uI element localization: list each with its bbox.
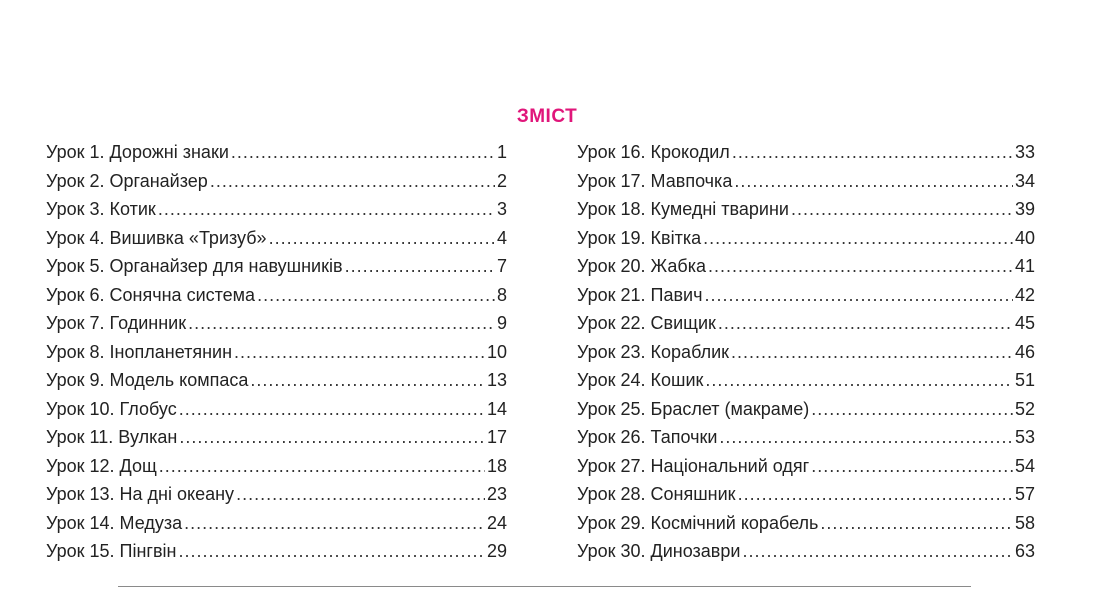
toc-entry-page-number: 53 <box>1014 427 1035 447</box>
toc-column-right <box>577 138 1035 566</box>
toc-dot-leader <box>731 338 1013 367</box>
toc-dot-leader <box>738 480 1013 509</box>
toc-entry-label: Урок 3. Котик <box>46 199 156 219</box>
toc-entry-page-number: 2 <box>496 170 507 191</box>
toc-entry <box>577 252 1035 281</box>
toc-dot-leader <box>231 138 495 167</box>
toc-entry-label: Урок 23. Кораблик <box>577 341 729 362</box>
toc-dot-leader <box>179 537 485 566</box>
toc-entry-page-number: 29 <box>486 541 507 561</box>
toc-entry <box>46 366 507 395</box>
toc-entry-page-number: 4 <box>496 227 507 248</box>
toc-entry-label: Урок 7. Годинник <box>46 313 187 333</box>
toc-dot-leader <box>820 509 1013 538</box>
toc-entry-page-number: 13 <box>486 370 507 390</box>
toc-dot-leader <box>791 195 1013 224</box>
toc-column-left <box>46 138 507 566</box>
toc-entry <box>46 167 507 196</box>
toc-dot-leader <box>250 366 485 395</box>
toc-entry-label: Урок 4. Вишивка «Тризуб» <box>46 227 267 248</box>
toc-entry-page-number: 39 <box>1014 199 1035 219</box>
toc-entry-label: Урок 17. Мавпочка <box>577 170 733 191</box>
toc-dot-leader <box>257 281 495 310</box>
toc-entry <box>577 423 1035 452</box>
toc-entry-page-number: 58 <box>1014 512 1035 533</box>
toc-entry <box>577 281 1035 310</box>
toc-entry-label: Урок 12. Дощ <box>46 455 157 476</box>
toc-dot-leader <box>708 252 1013 281</box>
toc-dot-leader <box>179 423 485 452</box>
toc-entry-label: Урок 14. Медуза <box>46 512 183 533</box>
toc-entry-label: Урок 10. Глобус <box>46 398 177 419</box>
toc-dot-leader <box>234 338 485 367</box>
toc-dot-leader <box>159 452 485 481</box>
toc-entry-page-number: 14 <box>486 398 507 419</box>
toc-entry-page-number: 10 <box>486 341 507 362</box>
toc-dot-leader <box>345 252 495 281</box>
toc-entry-label: Урок 29. Космічний корабель <box>577 512 819 533</box>
toc-dot-leader <box>732 138 1013 167</box>
toc-entry <box>46 338 507 367</box>
toc-entry <box>577 366 1035 395</box>
toc-entry-label: Урок 20. Жабка <box>577 256 706 276</box>
toc-entry-label: Урок 26. Тапочки <box>577 427 718 447</box>
toc-entry-label: Урок 21. Павич <box>577 284 703 305</box>
toc-dot-leader <box>742 537 1013 566</box>
toc-dot-leader <box>811 395 1013 424</box>
toc-entry-page-number: 45 <box>1014 313 1035 333</box>
toc-entry-page-number: 24 <box>486 512 507 533</box>
toc-entry-page-number: 17 <box>486 427 507 447</box>
toc-entry-page-number: 1 <box>496 142 507 162</box>
toc-entry <box>46 452 507 481</box>
toc-entry <box>46 309 507 338</box>
toc-entry <box>46 537 507 566</box>
toc-entry-page-number: 42 <box>1014 284 1035 305</box>
toc-entry-page-number: 57 <box>1014 484 1035 504</box>
toc-entry-page-number: 3 <box>496 199 507 219</box>
toc-dot-leader <box>210 167 495 196</box>
toc-dot-leader <box>705 281 1013 310</box>
toc-entry-label: Урок 2. Органайзер <box>46 170 208 191</box>
toc-entry <box>577 537 1035 566</box>
toc-dot-leader <box>158 195 495 224</box>
toc-entry-label: Урок 24. Кошик <box>577 370 704 390</box>
toc-dot-leader <box>811 452 1013 481</box>
toc-entry-label: Урок 27. Національний одяг <box>577 455 810 476</box>
toc-entry-page-number: 34 <box>1014 170 1035 191</box>
toc-entry-page-number: 23 <box>486 484 507 504</box>
toc-entry <box>46 252 507 281</box>
toc-entry <box>46 395 507 424</box>
toc-dot-leader <box>734 167 1013 196</box>
toc-entry <box>46 138 507 167</box>
toc-entry <box>577 195 1035 224</box>
toc-entry <box>577 138 1035 167</box>
toc-entry-label: Урок 8. Інопланетянин <box>46 341 233 362</box>
page-title: ЗМІСТ <box>516 106 578 127</box>
toc-entry-page-number: 46 <box>1014 341 1035 362</box>
toc-entry-page-number: 40 <box>1014 227 1035 248</box>
toc-entry-page-number: 18 <box>486 455 507 476</box>
toc-entry <box>577 395 1035 424</box>
toc-entry <box>46 224 507 253</box>
toc-entry-label: Урок 11. Вулкан <box>46 427 178 447</box>
toc-entry-label: Урок 5. Органайзер для навушників <box>46 256 343 276</box>
toc-entry <box>46 423 507 452</box>
toc-entry-page-number: 52 <box>1014 398 1035 419</box>
toc-entry-page-number: 8 <box>496 284 507 305</box>
toc-entry-page-number: 7 <box>496 256 507 276</box>
toc-entry <box>46 480 507 509</box>
toc-entry <box>46 509 507 538</box>
toc-entry-label: Урок 30. Динозаври <box>577 541 741 561</box>
toc-entry-label: Урок 9. Модель компаса <box>46 370 249 390</box>
toc-dot-leader <box>705 366 1013 395</box>
toc-entry-label: Урок 19. Квітка <box>577 227 702 248</box>
toc-entry <box>577 167 1035 196</box>
toc-entry-page-number: 63 <box>1014 541 1035 561</box>
toc-entry-page-number: 33 <box>1014 142 1035 162</box>
toc-entry <box>577 338 1035 367</box>
toc-dot-leader <box>269 224 495 253</box>
toc-entry-label: Урок 16. Крокодил <box>577 142 730 162</box>
toc-entry <box>46 195 507 224</box>
toc-entry <box>577 224 1035 253</box>
toc-entry-label: Урок 22. Свищик <box>577 313 716 333</box>
toc-dot-leader <box>718 309 1013 338</box>
toc-dot-leader <box>236 480 485 509</box>
toc-entry <box>577 509 1035 538</box>
toc-dot-leader <box>719 423 1013 452</box>
toc-entry-label: Урок 18. Кумедні тварини <box>577 199 789 219</box>
toc-dot-leader <box>184 509 485 538</box>
toc-dot-leader <box>188 309 495 338</box>
toc-entry-page-number: 54 <box>1014 455 1035 476</box>
toc-entry <box>577 452 1035 481</box>
toc-entry <box>577 480 1035 509</box>
footer-divider <box>118 586 971 587</box>
toc-entry-page-number: 51 <box>1014 370 1035 390</box>
toc-entry-label: Урок 1. Дорожні знаки <box>46 142 229 162</box>
toc-entry-page-number: 41 <box>1014 256 1035 276</box>
toc-entry-label: Урок 25. Браслет (макраме) <box>577 398 810 419</box>
toc-entry-label: Урок 13. На дні океану <box>46 484 235 504</box>
toc-entry <box>577 309 1035 338</box>
toc-entry-label: Урок 6. Сонячна система <box>46 284 256 305</box>
toc-dot-leader <box>703 224 1013 253</box>
toc-entry-label: Урок 15. Пінгвін <box>46 541 177 561</box>
toc-entry-page-number: 9 <box>496 313 507 333</box>
toc-dot-leader <box>179 395 485 424</box>
toc-entry <box>46 281 507 310</box>
toc-entry-label: Урок 28. Соняшник <box>577 484 736 504</box>
